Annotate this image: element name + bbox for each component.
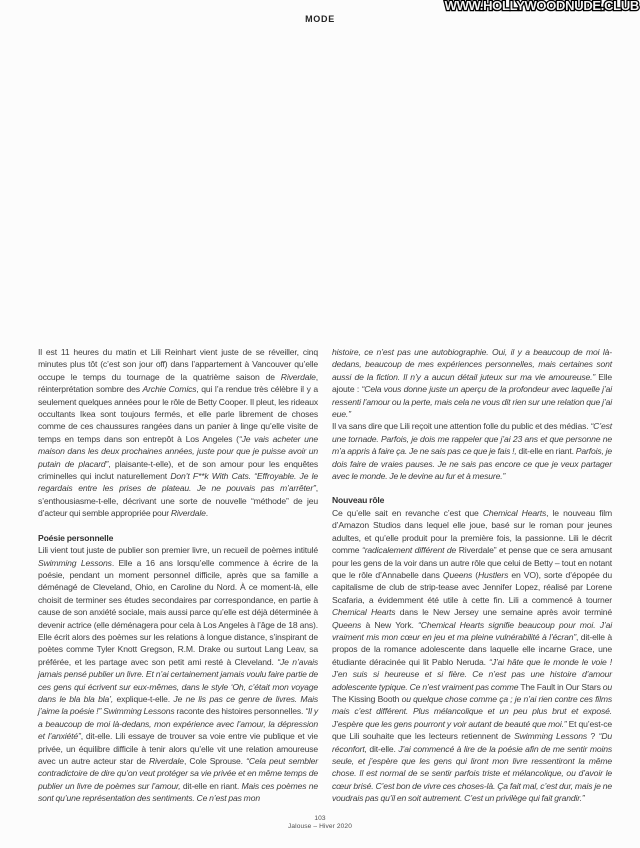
italic-text-segment: Mais ces poèmes ne sont qu’une représentation des sentiments. Ce n’est pas mon	[38, 780, 318, 804]
text-segment: à New York.	[361, 619, 419, 630]
italic-text-segment: “J’ai hâte que le monde le voie ! J’en suis si heureuse et si fière. Ce n’est pas une histoire d’amour adolescente typique. Ce n’est vraiment pas comme	[332, 656, 612, 692]
magazine-issue: Jalouse – Hiver 2020	[288, 823, 352, 831]
running-head-section: MODE	[305, 14, 335, 24]
article-column-left	[38, 346, 318, 805]
italic-text-segment: Riverdale	[148, 756, 184, 766]
text-segment: Et qu’est-ce que Lili souhaite que les lecteurs retiennent de	[332, 718, 612, 742]
text-segment: .	[205, 508, 209, 519]
italic-text-segment: ou quelque chose comme ça ; je n’ai rien contre ces films mais c’est différent. Plus mélancolique et un peu plus brut et exposé. J’espère que les gens pourront y voir autant de beauté que moi.”	[332, 693, 612, 729]
italic-text-segment: “Je vais acheter une maison dans les deux prochaines années, juste pour que je puisse avoir un putain de placard”	[38, 433, 318, 469]
italic-text-segment: Archie Comics	[142, 384, 197, 395]
text-segment: Il va sans dire que Lili reçoit une attention folle du public et des médias.	[332, 421, 591, 432]
italic-text-segment: Je ne lis pas ce genre de livres. Mais j’aime la poésie !” Swimming Lessons	[38, 693, 318, 717]
text-segment: dit-elle.	[369, 743, 399, 754]
italic-text-segment: “Cela peut sembler contradictoire de dire qu’on veut protéger sa vie privée et en même temps de publier un livre de poèmes sur l’amour,	[38, 756, 319, 791]
text-segment: raconte des histoires personnelles.	[176, 706, 306, 717]
italic-text-segment: “Du réconfort,	[332, 731, 613, 754]
page-footer	[0, 815, 640, 831]
text-segment: dans le New Jersey une semaine après avoir terminé	[395, 607, 612, 618]
italic-text-segment: Parfois, je dois faire de vraies pauses. Je ne sais pas encore ce que je veux partager avec le monde. Je le devine au fur et à mesure.”	[332, 446, 613, 482]
italic-text-segment: ou	[602, 681, 612, 692]
italic-text-segment: Hustlers	[477, 569, 509, 580]
text-segment: explique-t-elle.	[116, 693, 174, 704]
text-segment: The Kissing Booth	[332, 693, 402, 704]
italic-text-segment: Swimming Lessons	[514, 731, 588, 742]
paragraph	[38, 544, 318, 805]
italic-text-segment: Riverdale	[280, 371, 316, 382]
subheading: Nouveau rôle	[332, 495, 385, 506]
text-segment: , s’enthousiasme-t-elle, décrivant une sorte de nouvelle “méthode” de jeu d’acteur qui semble appropriée pour	[38, 483, 318, 519]
italic-text-segment: “radicalement différent de	[361, 545, 459, 556]
italic-text-segment: histoire, ce n’est pas une autobiographie. Oui, il y a beaucoup de moi là-dedans, beaucoup de mes expériences personnelles, mais certaines sont aussi de la fiction. Il n’y a aucun détail juteux sur ma vie amoureuse.”	[332, 347, 612, 382]
text-segment: , qui l’a rendue très célèbre il y a seulement quelques années pour le rôle de Betty Cooper. Il pleut, les rideaux occultants Ikea sont toujours fermés, et elle parle librement de choses comme de ces chaussures rangées dans un panier à linge qu’elle visite de temps en temps dans son entrepôt à Los Angeles (	[38, 384, 318, 444]
text-segment: , le nouveau film d’Amazon Studios dans lequel elle joue, basé sur le roman pour jeunes adultes, et qu’elle produit pour la première fois, la passionne. Lili le décrit comme	[332, 507, 612, 556]
text-segment: (	[472, 569, 478, 580]
page-number: 103	[314, 815, 326, 822]
text-segment: , réinterprétation sombre des	[38, 371, 318, 395]
italic-text-segment: Chemical Hearts	[332, 607, 396, 618]
text-segment: , dit-elle. Lili essaye de trouver sa voie entre vie publique et vie privée, un équilibre difficile à tenir alors qu’elle vit une relation amoureuse avec un autre acteur star de	[38, 731, 318, 766]
paragraph	[332, 420, 612, 482]
italic-text-segment: Chemical Hearts	[482, 507, 547, 518]
text-segment: dit-elle en riant.	[182, 780, 242, 791]
paragraph	[332, 346, 612, 420]
text-segment: , Cole Sprouse.	[183, 756, 247, 766]
italic-text-segment: “Cela vous donne juste un aperçu de la profondeur avec laquelle j’ai ressenti l’amour ou la perte, mais cela ne vous dit rien sur une relation que j’ai eue.”	[332, 384, 613, 420]
italic-text-segment: “C’est une tornade. Parfois, je dois me rappeler que j’ai 23 ans et que personne ne m’a appris à faire ça. Je ne sais pas ce que je fais !,	[332, 421, 612, 457]
italic-text-segment: “Je n’avais jamais pensé publier un livre. Et n’ai certainement jamais voulu faire partie de ces gens qui écrivent sur eux-mêmes, dans le style ‘Oh, c’était mon voyage dans le bla bla bla’,	[38, 656, 319, 704]
text-segment: Elle ajoute :	[332, 371, 612, 395]
text-segment: Il est 11 heures du matin et Lili Reinhart vient juste de se réveiller, cinq minutes plus tôt (c’est son jour off) dans l’appartement à Vancouver qu’elle occupe le temps du tournage de la quatrième saison de	[38, 347, 318, 382]
paragraph	[332, 507, 612, 805]
text-segment: ?	[587, 731, 599, 742]
italic-text-segment: “Il y a beaucoup de moi là-dedans, mon expérience avec l’amour, la dépression et l’anxiété”	[38, 706, 319, 742]
subheading: Poésie personnelle	[38, 532, 114, 543]
text-segment: . Elle a 16 ans lorsqu’elle commence à écrire de la poésie, pendant un moment personnel difficile, après que sa famille a déménagé de Cleveland, Ohio, en Caroline du Nord. À ce moment-là, elle choisit de terminer ses études secondaires par correspondance, en partie à cause de son anxiété sociale, mais aussi parce qu’elle est déjà déterminée à devenir actrice (elle déménagera pour cela à Los Angeles à l’âge de 18 ans). Elle écrit alors des poèmes sur les relations à longue distance, s’inspirant de poètes comme Tyler Knott Gregson, R.M. Drake ou surtout Lang Leav, sa préférée, et les partage avec son petit ami resté à Cleveland.	[38, 557, 318, 667]
text-segment: dit-elle en riant.	[518, 446, 576, 457]
watermark-url-text: WWW.HOLLYWOODNUDE.CLUB	[444, 0, 639, 13]
text-segment: Lili vient tout juste de publier son premier livre, un recueil de poèmes intitulé	[38, 545, 318, 556]
text-segment: , dit-elle à propos de la romance adolescente dans laquelle elle incarne Grace, une étudiante déracinée qui lit Pablo Neruda.	[332, 631, 612, 667]
paragraph	[38, 346, 318, 520]
text-segment: , plaisante-t-elle), et de son amour pour les enquêtes criminelles qui inclut naturellement	[38, 458, 318, 482]
italic-text-segment: Queens	[332, 619, 362, 630]
article-body	[38, 346, 612, 805]
text-segment: Ce qu’elle sait en revanche c’est que	[332, 507, 483, 518]
italic-text-segment: “Chemical Hearts signifie beaucoup pour moi. J’ai vraiment mis mon cœur en jeu et ma pleine vulnérabilité à l’écran”	[332, 619, 612, 642]
italic-text-segment: Swimming Lessons	[38, 557, 112, 568]
italic-text-segment: J’ai commencé à lire de la poésie afin de me sentir moins seule, et j’espère que les gens qui liront mon livre ressentiront la même chose. Il est normal de se sentir parfois triste et mélancolique, ou d’avoir le cœur brisé. C’est bon de vivre ces choses-là. Ça fait mal, c’est dur, mais je ne voudrais pas qu’il en soit autrement. C’est un privilège qui fait grandir.”	[332, 743, 612, 804]
italic-text-segment: Queens	[442, 569, 473, 580]
text-segment: Riverdale” et pense que ce sera amusant pour les gens de la voir dans un autre rôle que celui de Betty – tout en notant que le rôle d’Annabelle dans	[332, 545, 612, 580]
italic-text-segment: Riverdale	[170, 508, 206, 519]
text-segment: en VO), sorte d’épopée du capitalisme de club de strip-tease avec Jennifer Lopez, réalisé par Lorene Scafaria, a évidemment été utile à cette fin. Lili a commencé à tourner	[332, 569, 613, 605]
italic-text-segment: Don’t F**k With Cats. “Effroyable. Je le regardais entre les prises de plateau. Je ne pouvais pas m’arrêter”	[38, 471, 318, 494]
text-segment: The Fault in Our Stars	[520, 681, 603, 692]
article-column-right	[332, 346, 612, 805]
